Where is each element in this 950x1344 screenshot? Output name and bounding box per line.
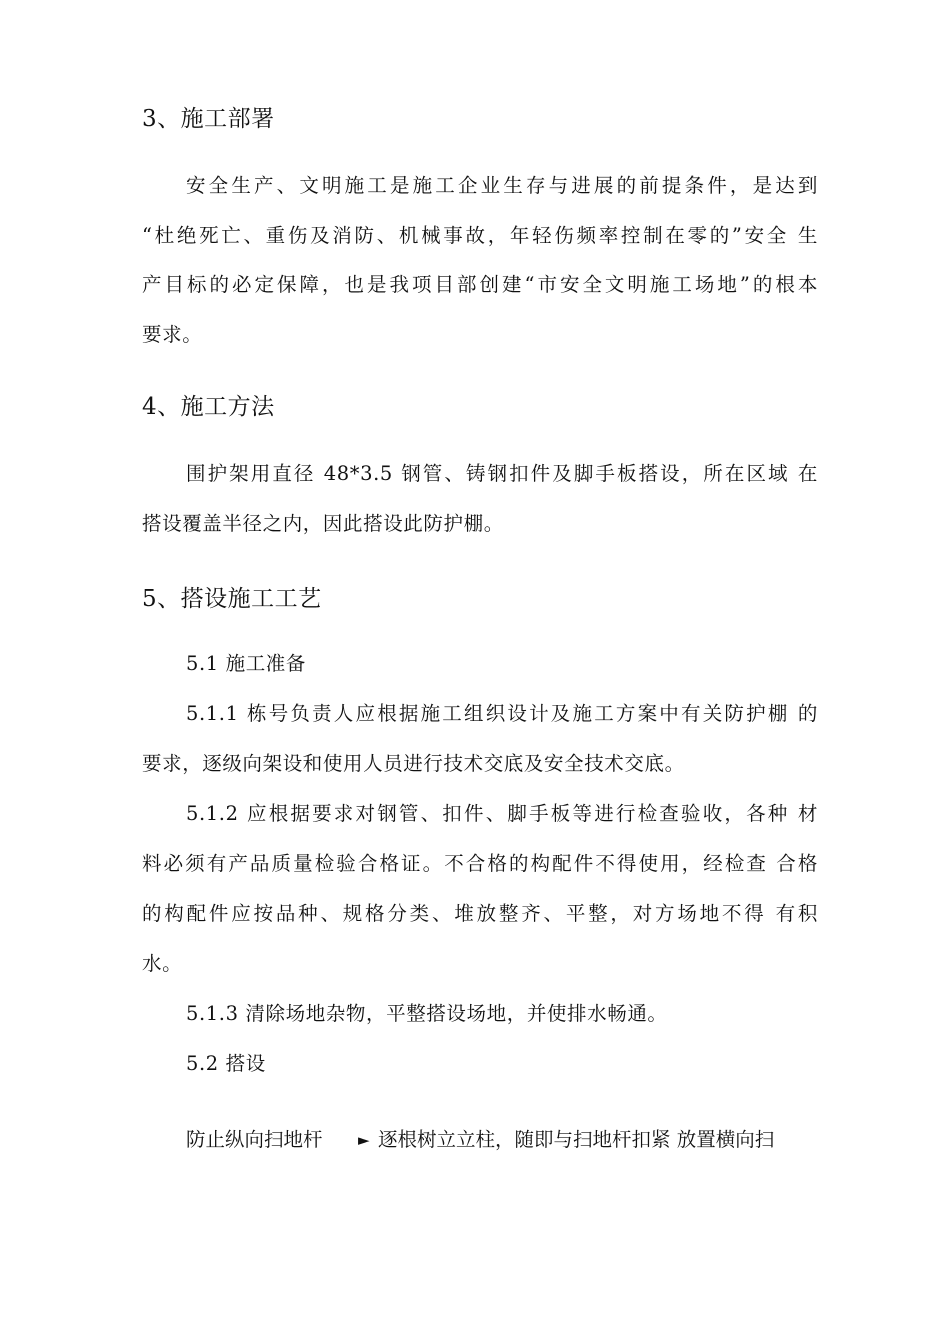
flow-step-1: 防止纵向扫地杆 [186, 1128, 323, 1151]
flow-row [186, 1126, 818, 1156]
section-3-line-3: 产目标的必定保障，也是我项目部创建“市安全文明施工场地”的根本 [142, 273, 818, 296]
para-5-1-2-line-4: 水。 [142, 952, 183, 975]
para-5-1-2-line-1: 5.1.2 应根据要求对钢管、扣件、脚手板等进行检查验收，各种 材 [186, 802, 818, 825]
subsection-5-1-title: 5.1 施工准备 [186, 652, 307, 675]
para-5-1-2-line-3: 的构配件应按品种、规格分类、堆放整齐、平整，对方场地不得 有积 [142, 902, 818, 925]
section-4-heading: 4、施工方法 [142, 394, 275, 420]
section-3-heading: 3、施工部署 [142, 106, 275, 132]
flow-step-2: 逐根树立立柱，随即与扫地杆扣紧 放置横向扫 [378, 1128, 775, 1151]
para-5-1-1-line-2: 要求，逐级向架设和使用人员进行技术交底及安全技术交底。 [142, 752, 685, 775]
para-5-1-2-line-2: 料必须有产品质量检验合格证。不合格的构配件不得使用，经检查 合格 [142, 852, 818, 875]
section-3-line-2: “杜绝死亡、重伤及消防、机械事故，年轻伤频率控制在零的”安全 生 [142, 224, 818, 247]
para-5-1-1-line-1: 5.1.1 栋号负责人应根据施工组织设计及施工方案中有关防护棚 的 [186, 702, 818, 725]
section-5-heading: 5、搭设施工工艺 [142, 586, 322, 612]
section-3-line-4: 要求。 [142, 323, 203, 346]
para-5-1-3: 5.1.3 清除场地杂物，平整搭设场地，并使排水畅通。 [186, 1002, 668, 1025]
subsection-5-2-title: 5.2 搭设 [186, 1052, 266, 1075]
section-4-line-1: 围护架用直径 48*3.5 钢管、铸钢扣件及脚手板搭设，所在区域 在 [186, 462, 818, 485]
section-3-line-1: 安全生产、文明施工是施工企业生存与进展的前提条件，是达到 [186, 174, 818, 197]
flow-arrow-icon: ► [358, 1131, 370, 1149]
section-4-line-2: 搭设覆盖半径之内，因此搭设此防护棚。 [142, 512, 504, 535]
